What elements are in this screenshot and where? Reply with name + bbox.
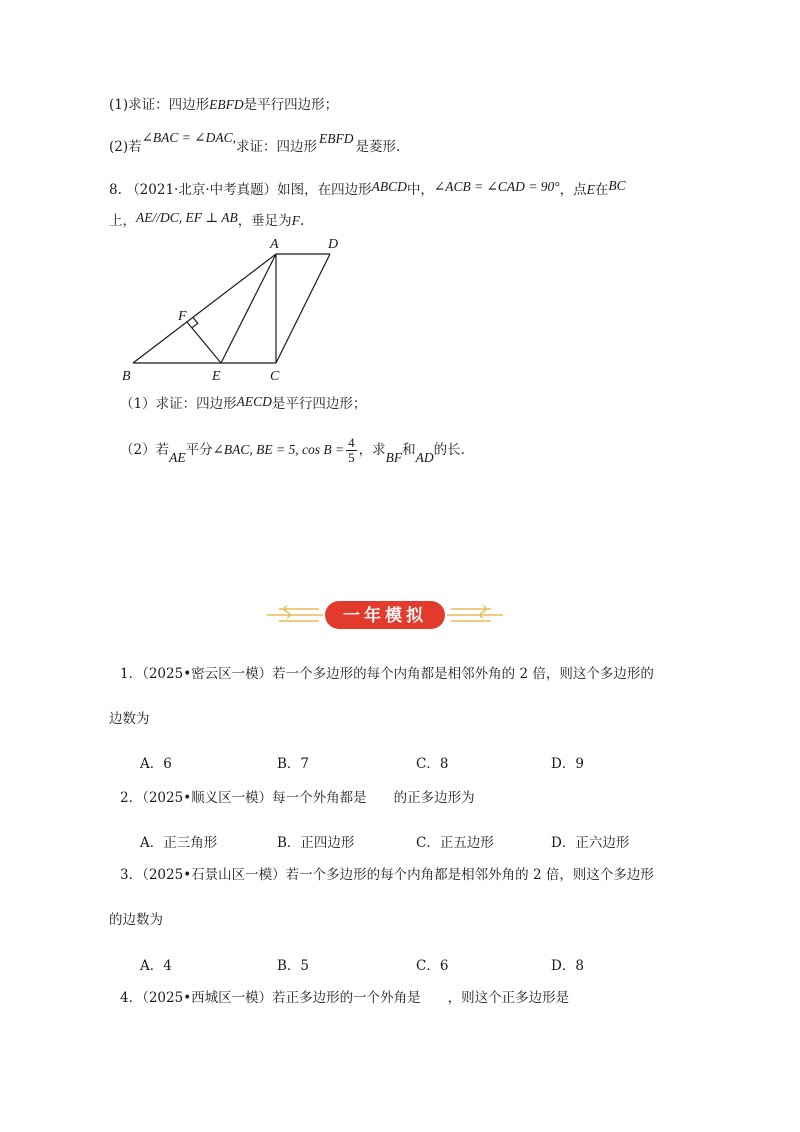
label-b: B — [122, 369, 131, 384]
fraction-numerator: 4 — [348, 435, 355, 450]
problem8-line2-end: . — [299, 213, 305, 229]
mock-q4-line1: 4．（2025•西城区一模）若正多边形的一个外角是 ，则这个正多边形是 — [120, 990, 570, 1006]
banner-title: 一年模拟 — [343, 606, 427, 626]
mock-q2-option-a: A．正三角形 — [140, 835, 218, 851]
label-d: D — [328, 237, 339, 252]
fraction-denominator: 5 — [348, 450, 355, 465]
problem8-line2-a: 上， — [109, 213, 136, 229]
prev-part1-quad: EBFD — [209, 97, 244, 112]
mock-q1-line2: 边数为 — [109, 711, 150, 727]
problem8-q2 — [120, 436, 465, 465]
prev-part1-prefix: (1)求证：四边形 — [109, 97, 210, 113]
label-c: C — [270, 369, 280, 384]
mock-q1-option-c: C．8 — [416, 756, 449, 772]
mock-q3-option-c: C．6 — [416, 958, 449, 974]
segment-ae — [221, 254, 276, 363]
mock-q2-option-c: C．正五边形 — [416, 835, 494, 851]
problem8-q2-bisect: 平分 — [185, 442, 213, 458]
problem8-q2-ae: AE — [169, 450, 186, 465]
problem8-seg-bc: BC — [608, 178, 626, 193]
problem8-q2-ad: AD — [415, 450, 434, 465]
problem8-q2-and: 和 — [402, 442, 416, 458]
problem8-point-e: E — [586, 182, 595, 197]
label-a: A — [270, 237, 279, 252]
problem8-q1 — [120, 395, 366, 413]
problem8-point-f: F — [291, 213, 300, 228]
prev-part2-quad: EBFD — [318, 131, 354, 146]
geometry-figure — [115, 235, 345, 385]
problem8-number: 8. — [109, 182, 122, 198]
problem8-line2-cond: AE//DC, EF ⊥ AB — [136, 210, 238, 225]
problem8-text-c: ，点 — [559, 182, 587, 198]
prev-part2 — [109, 130, 401, 156]
mock-q3-option-b: B．5 — [277, 958, 310, 974]
prev-part1-suffix: 是平行四边形； — [243, 97, 339, 113]
mock-q3-option-d: D．8 — [551, 958, 584, 974]
problem8-q2-end: 的长. — [433, 442, 465, 458]
mock-q1-line1: 1．（2025•密云区一模）若一个多边形的每个内角都是相邻外角的 2 倍，则这个多边形的 — [120, 666, 654, 682]
problem8-text-b: 中， — [406, 182, 434, 198]
prev-part1 — [109, 96, 338, 114]
problem8-line2 — [109, 212, 304, 230]
problem8-source: （2021·北京·中考真题） — [126, 182, 278, 198]
mock-q2-line1: 2．（2025•顺义区一模）每一个外角都是 的正多边形为 — [120, 790, 475, 806]
problem8-text-a: 如图，在四边形 — [277, 182, 372, 198]
right-angle-mark — [192, 318, 198, 328]
prev-part2-condition: ∠BAC = ∠DAC, — [141, 130, 236, 145]
section-banner — [265, 598, 505, 632]
label-e: E — [212, 369, 221, 384]
problem8-line2-b: ，垂足为 — [237, 213, 292, 229]
problem8-angle-cond: ∠ACB = ∠CAD = 90° — [433, 179, 560, 194]
mock-q3-option-a: A．4 — [140, 958, 172, 974]
prev-part2-suffix: 是菱形. — [355, 139, 401, 155]
problem8-q1-prefix: （1）求证：四边形 — [120, 396, 237, 412]
problem8-q2-ask: ，求 — [358, 442, 386, 458]
problem8-q2-bf: BF — [385, 450, 403, 465]
cos-fraction — [346, 436, 357, 465]
mock-q2-option-d: D．正六边形 — [551, 835, 630, 851]
prev-part2-prefix: (2)若 — [109, 139, 142, 155]
prev-part2-mid: 求证：四边形 — [235, 139, 317, 155]
label-f: F — [178, 309, 187, 324]
problem8-q1-suffix: 是平行四边形； — [271, 396, 367, 412]
mock-q1-option-a: A．6 — [140, 756, 172, 772]
segment-dc — [276, 254, 330, 363]
mock-q3-line1: 3．（2025•石景山区一模）若一个多边形的每个内角都是相邻外角的 2 倍，则这个多边形 — [120, 867, 654, 883]
problem8-text-d: 在 — [594, 182, 609, 198]
mock-q3-line2: 的边数为 — [109, 912, 163, 928]
problem8-quad: ABCD — [371, 179, 407, 194]
problem8-q2-cond: ∠BAC, BE = 5, cos B = — [212, 442, 345, 457]
problem8-line1 — [109, 178, 626, 199]
mock-q1-option-b: B．7 — [277, 756, 310, 772]
segment-ba — [133, 254, 276, 363]
mock-q1-option-d: D．9 — [551, 756, 584, 772]
problem8-q1-quad: AECD — [236, 394, 272, 409]
mock-q2-option-b: B．正四边形 — [277, 835, 355, 851]
problem8-q2-prefix: （2）若 — [120, 442, 170, 458]
